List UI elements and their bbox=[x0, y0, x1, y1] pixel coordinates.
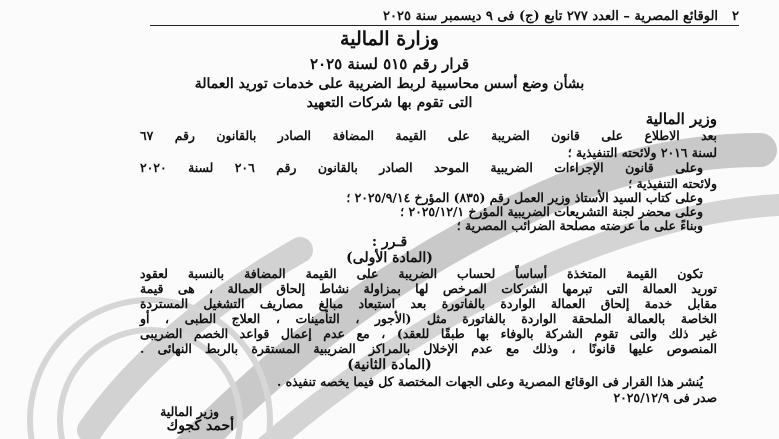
article-1-line: توريد العمالة التى تبرمها الشركات المرخص لها بمزاولة نشاط إلحاق العمالة ، هى قيمة bbox=[140, 281, 717, 296]
article-1-line: مقابل خدمة إلحاق العمالة الواردة بالفاتورة بعد استبعاد مبالغ مصاريف التشغيل المستردة bbox=[140, 296, 717, 311]
issue-date: صدر فى ٢٠٢٥/١٢/٩ bbox=[613, 390, 717, 405]
page-header bbox=[150, 7, 739, 26]
decided-heading: قـرر : bbox=[371, 234, 408, 250]
article-2-line: يُنشر هذا القرار فى الوقائع المصرية وعلى الجهات المختصة كل فيما يخصه تنفيذه . bbox=[277, 374, 703, 389]
ministry-title: وزارة المالية bbox=[340, 28, 439, 50]
gazette-issue-line: الوقائع المصرية – العدد ٢٧٧ تابع (ج) فى ٩ ديسمبر سنة ٢٠٢٥ bbox=[383, 8, 719, 24]
preamble-line: وعلى قانون الإجراءات الضريبية الموحد الصادر بالقانون رقم ٢٠٦ لسنة ٢٠٢٠ bbox=[140, 160, 704, 175]
article-1-heading: (المادة الأولى) bbox=[346, 250, 433, 266]
signature-title: وزير المالية bbox=[160, 404, 219, 419]
article-1-line: غير ذلك والتى تقوم الشركة بالوفاء بها طبقًا للعقد) ، مع عدم إعمال قواعد الخصم الضريبى bbox=[140, 326, 717, 341]
article-1-line: المنصوص عليها قانونًا ، وذلك مع عدم الإخلال بالمراكز الضريبية المستقرة بالربط النهائى . bbox=[140, 341, 717, 356]
preamble-line: وعلى كتاب السيد الأستاذ وزير العمل رقم (٨٣٥) المؤرخ ٢٠٢٥/٩/١٤ ؛ bbox=[346, 190, 703, 205]
article-2-heading: (المادة الثانية) bbox=[347, 357, 432, 373]
decree-number: قرار رقم ٥١٥ لسنة ٢٠٢٥ bbox=[309, 55, 470, 73]
article-1-line: تكون القيمة المتخذة أساساً لحساب الضريبة على القيمة المضافة بالنسبة لعقود bbox=[140, 266, 703, 281]
issuer: وزير المالية bbox=[645, 110, 717, 128]
preamble-line: وبناءً على ما عرضته مصلحة الضرائب المصرية ؛ bbox=[456, 218, 703, 233]
article-1-line: الخاصة بالعمالة الملحقة الواردة بالفاتورة مثل (الأجور ، التأمينات ، العلاج الطبى ، أو bbox=[140, 311, 717, 326]
preamble-line: لسنة ٢٠١٦ ولائحته التنفيذية ؛ bbox=[567, 145, 717, 160]
preamble-line: بعد الاطلاع على قانون الضريبة على القيمة المضافة الصادر بالقانون رقم ٦٧ bbox=[140, 128, 717, 143]
preamble-line: وعلى محضر لجنة التشريعات الضريبية المؤرخ ٢٠٢٥/١٢/١ ؛ bbox=[400, 204, 703, 219]
preamble-line: ولائحته التنفيذية ؛ bbox=[628, 176, 717, 191]
page-number: ٢ bbox=[732, 8, 739, 24]
decree-subject-line-1: بشأن وضع أسس محاسبية لربط الضريبة على خدمات توريد العمالة bbox=[194, 76, 585, 92]
decree-subject-line-2: التى تقوم بها شركات التعهيد bbox=[306, 95, 473, 111]
signature-name: أحمد كجوك bbox=[166, 418, 234, 434]
